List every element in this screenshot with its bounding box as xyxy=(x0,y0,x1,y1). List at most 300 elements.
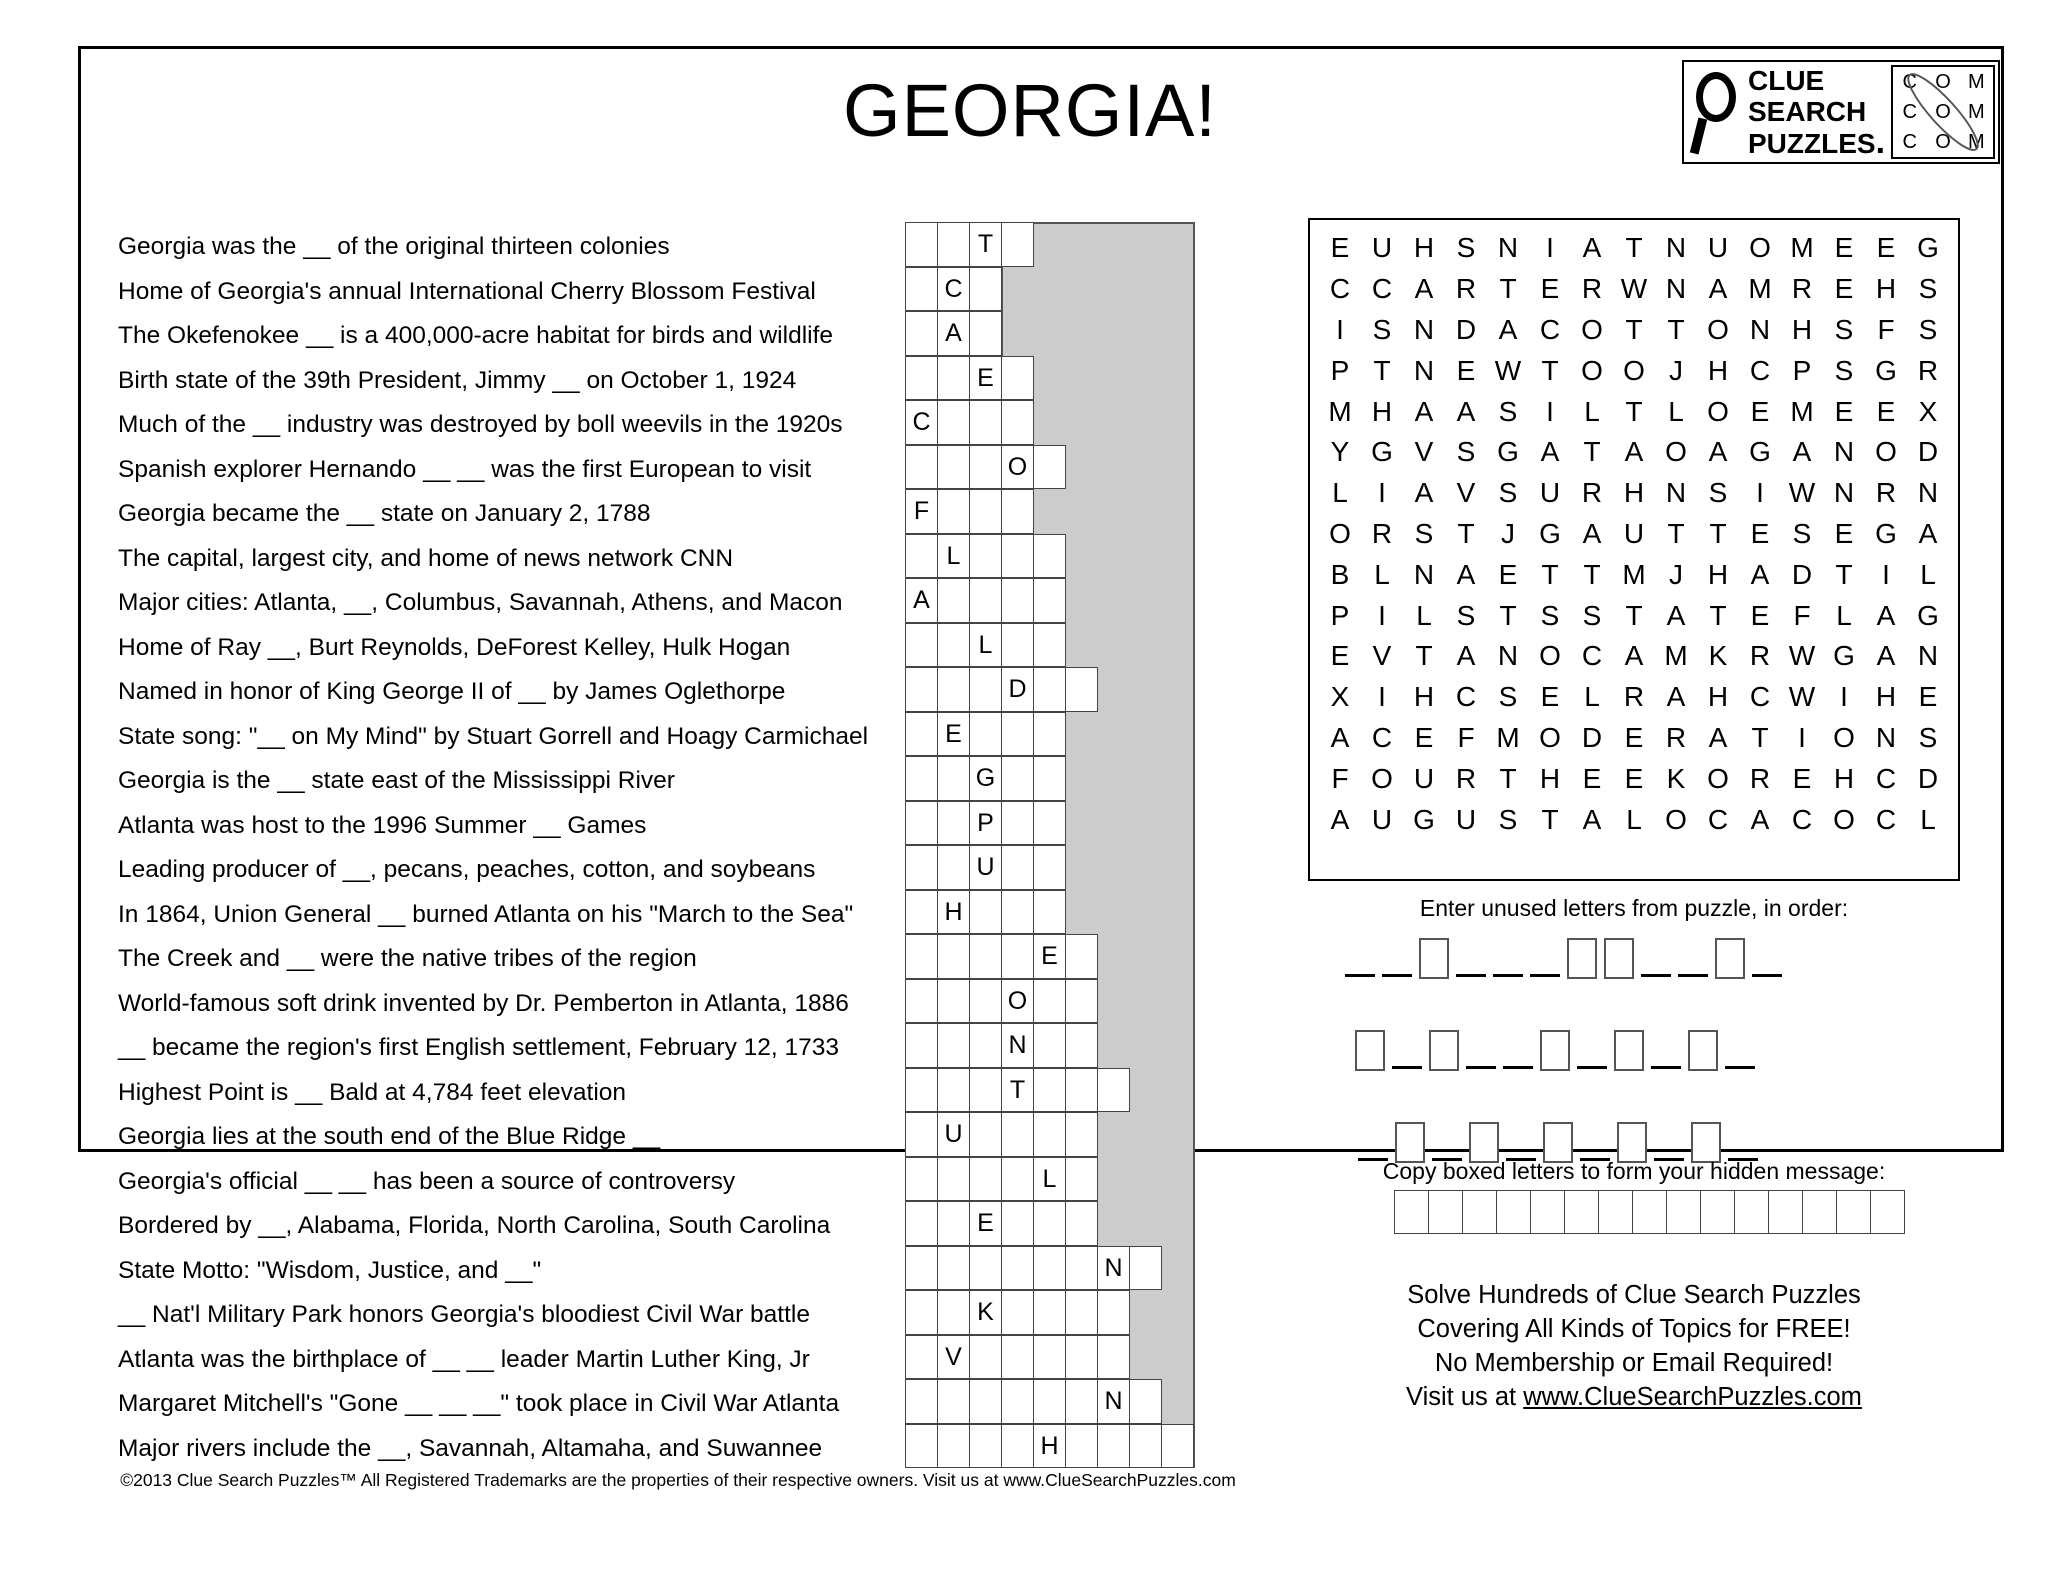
crossword-cell-empty[interactable] xyxy=(937,489,970,534)
word-search-letter[interactable]: W xyxy=(1788,477,1816,509)
word-search-letter[interactable]: H xyxy=(1707,354,1729,386)
crossword-cell-empty[interactable] xyxy=(1001,400,1034,445)
crossword-cell-empty[interactable] xyxy=(1033,1335,1066,1380)
word-search-letter[interactable]: C xyxy=(1749,681,1771,713)
crossword-cell-empty[interactable] xyxy=(905,267,938,312)
word-search-letter[interactable]: R xyxy=(1623,681,1645,713)
word-search-letter[interactable]: N xyxy=(1917,477,1939,509)
word-search-letter[interactable]: C xyxy=(1749,354,1771,386)
word-search-letter[interactable]: M xyxy=(1622,558,1646,590)
crossword-cell-empty[interactable] xyxy=(905,934,938,979)
word-search-letter[interactable]: R xyxy=(1455,273,1477,305)
crossword-cell-empty[interactable] xyxy=(969,1112,1002,1157)
word-search-letter[interactable]: O xyxy=(1707,395,1729,427)
word-search-letter[interactable]: C xyxy=(1791,803,1813,835)
word-search-letter[interactable]: T xyxy=(1457,517,1475,549)
crossword-cell-filled[interactable]: E xyxy=(969,356,1002,401)
word-search-letter[interactable]: O xyxy=(1581,354,1603,386)
crossword-cell-empty[interactable] xyxy=(969,1246,1002,1291)
word-search-letter[interactable]: O xyxy=(1833,721,1855,753)
crossword-cell-filled[interactable]: U xyxy=(969,845,1002,890)
word-search-letter[interactable]: H xyxy=(1791,313,1813,345)
word-search-letter[interactable]: A xyxy=(1708,721,1728,753)
word-search-letter[interactable]: W xyxy=(1620,273,1648,305)
word-search-letter[interactable]: S xyxy=(1498,477,1518,509)
hidden-message-box[interactable] xyxy=(1870,1190,1905,1234)
word-search-letter[interactable]: S xyxy=(1792,517,1812,549)
crossword-cell-empty[interactable] xyxy=(905,801,938,846)
word-search-letter[interactable]: T xyxy=(1625,395,1643,427)
crossword-cell-empty[interactable] xyxy=(969,1335,1002,1380)
crossword-cell-filled[interactable]: H xyxy=(937,890,970,935)
hidden-message-box[interactable] xyxy=(1632,1190,1667,1234)
word-search-letter[interactable]: O xyxy=(1623,354,1645,386)
word-search-letter[interactable]: E xyxy=(1834,273,1854,305)
crossword-cell-filled[interactable]: O xyxy=(1001,445,1034,490)
crossword-cell-filled[interactable]: U xyxy=(937,1112,970,1157)
promo-website-link[interactable]: www.ClueSearchPuzzles.com xyxy=(1523,1383,1862,1411)
crossword-cell-empty[interactable] xyxy=(969,667,1002,712)
word-search-letter[interactable]: A xyxy=(1456,640,1476,672)
hidden-message-box[interactable] xyxy=(1530,1190,1565,1234)
word-search-letter[interactable]: R xyxy=(1917,354,1939,386)
word-search-letter[interactable]: K xyxy=(1666,762,1686,794)
word-search-letter[interactable]: E xyxy=(1582,762,1602,794)
crossword-cell-empty[interactable] xyxy=(969,1379,1002,1424)
crossword-cell-empty[interactable] xyxy=(1033,801,1066,846)
crossword-cell-empty[interactable] xyxy=(1065,1424,1098,1469)
answer-boxed-blank[interactable] xyxy=(1604,938,1634,979)
word-search-letter[interactable]: M xyxy=(1664,640,1688,672)
crossword-cell-empty[interactable] xyxy=(937,578,970,623)
crossword-cell-empty[interactable] xyxy=(1033,445,1066,490)
answer-blank-line[interactable] xyxy=(1752,974,1782,977)
word-search-letter[interactable]: A xyxy=(1666,599,1686,631)
word-search-letter[interactable]: H xyxy=(1875,681,1897,713)
crossword-cell-filled[interactable]: H xyxy=(1033,1424,1066,1469)
hidden-message-box[interactable] xyxy=(1462,1190,1497,1234)
word-search-letter[interactable]: K xyxy=(1708,640,1728,672)
answer-blank-line[interactable] xyxy=(1456,974,1486,977)
word-search-letter[interactable]: S xyxy=(1456,436,1476,468)
word-search-letter[interactable]: A xyxy=(1750,558,1770,590)
word-search-letter[interactable]: O xyxy=(1875,436,1897,468)
word-search-letter[interactable]: N xyxy=(1497,640,1519,672)
word-search-letter[interactable]: E xyxy=(1792,762,1812,794)
crossword-cell-empty[interactable] xyxy=(905,1112,938,1157)
crossword-cell-empty[interactable] xyxy=(1033,623,1066,668)
crossword-cell-empty[interactable] xyxy=(969,1068,1002,1113)
word-search-letter[interactable]: O xyxy=(1707,762,1729,794)
crossword-cell-empty[interactable] xyxy=(969,712,1002,757)
word-search-letter[interactable]: E xyxy=(1330,232,1350,264)
word-search-letter[interactable]: I xyxy=(1882,558,1890,590)
word-search-letter[interactable]: A xyxy=(1624,436,1644,468)
crossword-cell-empty[interactable] xyxy=(1129,1379,1162,1424)
crossword-cell-empty[interactable] xyxy=(937,756,970,801)
crossword-cell-empty[interactable] xyxy=(1001,489,1034,534)
word-search-letter[interactable]: A xyxy=(1414,273,1434,305)
answer-blank-line[interactable] xyxy=(1651,1066,1681,1069)
word-search-letter[interactable]: T xyxy=(1541,558,1559,590)
word-search-letter[interactable]: O xyxy=(1707,313,1729,345)
crossword-cell-empty[interactable] xyxy=(937,1246,970,1291)
word-search-letter[interactable]: L xyxy=(1920,803,1936,835)
word-search-letter[interactable]: R xyxy=(1371,517,1393,549)
crossword-cell-empty[interactable] xyxy=(1065,1246,1098,1291)
word-search-letter[interactable]: T xyxy=(1625,313,1643,345)
crossword-cell-empty[interactable] xyxy=(905,667,938,712)
word-search-letter[interactable]: F xyxy=(1793,599,1811,631)
crossword-cell-empty[interactable] xyxy=(1001,1201,1034,1246)
word-search-letter[interactable]: N xyxy=(1833,477,1855,509)
crossword-cell-empty[interactable] xyxy=(1065,1201,1098,1246)
crossword-cell-empty[interactable] xyxy=(1001,801,1034,846)
crossword-cell-filled[interactable]: T xyxy=(1001,1068,1034,1113)
word-search-letter[interactable]: W xyxy=(1494,354,1522,386)
word-search-letter[interactable]: A xyxy=(1582,803,1602,835)
crossword-cell-empty[interactable] xyxy=(937,1290,970,1335)
word-search-letter[interactable]: I xyxy=(1378,477,1386,509)
word-search-letter[interactable]: T xyxy=(1541,803,1559,835)
crossword-cell-empty[interactable] xyxy=(1065,979,1098,1024)
word-search-letter[interactable]: R xyxy=(1749,762,1771,794)
crossword-cell-filled[interactable]: L xyxy=(937,534,970,579)
word-search-letter[interactable]: I xyxy=(1798,721,1806,753)
word-search-letter[interactable]: I xyxy=(1756,477,1764,509)
crossword-cell-empty[interactable] xyxy=(969,1424,1002,1469)
word-search-letter[interactable]: J xyxy=(1501,517,1515,549)
crossword-cell-empty[interactable] xyxy=(1001,1112,1034,1157)
word-search-letter[interactable]: E xyxy=(1624,721,1644,753)
crossword-cell-empty[interactable] xyxy=(905,1201,938,1246)
answer-blank-line[interactable] xyxy=(1392,1066,1422,1069)
word-search-letter[interactable]: S xyxy=(1498,803,1518,835)
crossword-cell-empty[interactable] xyxy=(905,756,938,801)
crossword-cell-empty[interactable] xyxy=(937,1157,970,1202)
word-search-letter[interactable]: O xyxy=(1581,313,1603,345)
word-search-letter[interactable]: W xyxy=(1788,681,1816,713)
crossword-cell-filled[interactable]: N xyxy=(1001,1023,1034,1068)
word-search-letter[interactable]: T xyxy=(1751,721,1769,753)
word-search-letter[interactable]: N xyxy=(1665,477,1687,509)
word-search-letter[interactable]: R xyxy=(1875,477,1897,509)
answer-blank-line[interactable] xyxy=(1493,974,1523,977)
crossword-cell-empty[interactable] xyxy=(1033,979,1066,1024)
word-search-letter[interactable]: L xyxy=(1584,681,1600,713)
crossword-cell-empty[interactable] xyxy=(1097,1068,1130,1113)
crossword-cell-filled[interactable]: O xyxy=(1001,979,1034,1024)
crossword-cell-filled[interactable]: P xyxy=(969,801,1002,846)
word-search-letter[interactable]: A xyxy=(1414,477,1434,509)
crossword-cell-empty[interactable] xyxy=(937,667,970,712)
word-search-letter[interactable]: T xyxy=(1499,273,1517,305)
crossword-cell-empty[interactable] xyxy=(1001,1335,1034,1380)
word-search-letter[interactable]: T xyxy=(1835,558,1853,590)
crossword-cell-empty[interactable] xyxy=(1001,578,1034,623)
crossword-cell-empty[interactable] xyxy=(1033,890,1066,935)
word-search-letter[interactable]: C xyxy=(1539,313,1561,345)
word-search-letter[interactable]: D xyxy=(1917,436,1939,468)
word-search-letter[interactable]: M xyxy=(1496,721,1520,753)
hidden-message-box[interactable] xyxy=(1394,1190,1429,1234)
word-search-letter[interactable]: U xyxy=(1371,803,1393,835)
word-search-letter[interactable]: N xyxy=(1665,273,1687,305)
word-search-letter[interactable]: U xyxy=(1539,477,1561,509)
crossword-cell-filled[interactable]: T xyxy=(969,222,1002,267)
word-search-letter[interactable]: O xyxy=(1833,803,1855,835)
crossword-cell-empty[interactable] xyxy=(1033,1201,1066,1246)
crossword-cell-filled[interactable]: C xyxy=(905,400,938,445)
unused-letters-row[interactable] xyxy=(1345,938,1782,979)
crossword-cell-filled[interactable]: E xyxy=(1033,934,1066,979)
word-search-letter[interactable]: H xyxy=(1707,558,1729,590)
answer-boxed-blank[interactable] xyxy=(1419,938,1449,979)
word-search-letter[interactable]: T xyxy=(1625,599,1643,631)
hidden-message-box[interactable] xyxy=(1734,1190,1769,1234)
word-search-letter[interactable]: R xyxy=(1665,721,1687,753)
crossword-cell-empty[interactable] xyxy=(969,934,1002,979)
word-search-letter[interactable]: U xyxy=(1707,232,1729,264)
crossword-cell-empty[interactable] xyxy=(1033,1379,1066,1424)
word-search-letter[interactable]: T xyxy=(1499,762,1517,794)
crossword-cell-empty[interactable] xyxy=(1033,1290,1066,1335)
word-search-letter[interactable]: H xyxy=(1833,762,1855,794)
word-search-letter[interactable]: E xyxy=(1918,681,1938,713)
crossword-cell-empty[interactable] xyxy=(969,445,1002,490)
word-search-letter[interactable]: T xyxy=(1583,558,1601,590)
unused-letters-row[interactable] xyxy=(1355,1030,1755,1071)
word-search-letter[interactable]: R xyxy=(1581,477,1603,509)
word-search-letter[interactable]: G xyxy=(1917,232,1939,264)
word-search-letter[interactable]: L xyxy=(1584,395,1600,427)
word-search-letter[interactable]: E xyxy=(1834,395,1854,427)
crossword-cell-filled[interactable]: A xyxy=(937,311,970,356)
word-search-letter[interactable]: M xyxy=(1790,395,1814,427)
crossword-cell-empty[interactable] xyxy=(905,311,938,356)
word-search-letter[interactable]: T xyxy=(1499,599,1517,631)
word-search-letter[interactable]: H xyxy=(1413,681,1435,713)
crossword-cell-empty[interactable] xyxy=(969,311,1002,356)
word-search-letter[interactable]: O xyxy=(1665,436,1687,468)
answer-blank-line[interactable] xyxy=(1503,1066,1533,1069)
hidden-message-box[interactable] xyxy=(1564,1190,1599,1234)
word-search-letter[interactable]: A xyxy=(1624,640,1644,672)
hidden-message-box[interactable] xyxy=(1700,1190,1735,1234)
word-search-letter[interactable]: N xyxy=(1497,232,1519,264)
crossword-cell-empty[interactable] xyxy=(1001,1246,1034,1291)
crossword-cell-empty[interactable] xyxy=(905,1335,938,1380)
answer-boxed-blank[interactable] xyxy=(1567,938,1597,979)
crossword-cell-empty[interactable] xyxy=(1001,222,1034,267)
word-search-letter[interactable]: I xyxy=(1378,599,1386,631)
word-search-letter[interactable]: C xyxy=(1875,803,1897,835)
hidden-message-box[interactable] xyxy=(1802,1190,1837,1234)
word-search-letter[interactable]: S xyxy=(1414,517,1434,549)
crossword-cell-empty[interactable] xyxy=(1001,934,1034,979)
word-search-letter[interactable]: O xyxy=(1329,517,1351,549)
crossword-cell-empty[interactable] xyxy=(937,934,970,979)
answer-boxed-blank[interactable] xyxy=(1429,1030,1459,1071)
crossword-cell-empty[interactable] xyxy=(1065,1379,1098,1424)
crossword-cell-empty[interactable] xyxy=(937,1023,970,1068)
crossword-cell-empty[interactable] xyxy=(1033,756,1066,801)
word-search-letter[interactable]: D xyxy=(1791,558,1813,590)
word-search-letter[interactable]: U xyxy=(1371,232,1393,264)
word-search-letter[interactable]: A xyxy=(1708,436,1728,468)
crossword-cell-empty[interactable] xyxy=(1065,1290,1098,1335)
word-search-letter[interactable]: R xyxy=(1581,273,1603,305)
crossword-cell-empty[interactable] xyxy=(969,400,1002,445)
word-search-letter[interactable]: W xyxy=(1788,640,1816,672)
answer-boxed-blank[interactable] xyxy=(1691,1122,1721,1163)
word-search-letter[interactable]: E xyxy=(1624,762,1644,794)
answer-blank-line[interactable] xyxy=(1345,974,1375,977)
word-search-letter[interactable]: E xyxy=(1834,232,1854,264)
crossword-cell-empty[interactable] xyxy=(905,1379,938,1424)
crossword-cell-filled[interactable]: F xyxy=(905,489,938,534)
word-search-letter[interactable]: R xyxy=(1455,762,1477,794)
word-search-letter[interactable]: X xyxy=(1918,395,1938,427)
word-search-letter[interactable]: L xyxy=(1626,803,1642,835)
crossword-cell-filled[interactable]: C xyxy=(937,267,970,312)
answer-blank-line[interactable] xyxy=(1577,1066,1607,1069)
crossword-cell-empty[interactable] xyxy=(969,267,1002,312)
word-search-letter[interactable]: T xyxy=(1373,354,1391,386)
word-search-letter[interactable]: D xyxy=(1917,762,1939,794)
word-search-letter[interactable]: S xyxy=(1456,599,1476,631)
word-search-letter[interactable]: T xyxy=(1667,517,1685,549)
crossword-cell-empty[interactable] xyxy=(1001,1379,1034,1424)
crossword-cell-empty[interactable] xyxy=(1033,667,1066,712)
word-search-letter[interactable]: N xyxy=(1749,313,1771,345)
crossword-cell-empty[interactable] xyxy=(1097,1290,1130,1335)
hidden-message-boxes[interactable] xyxy=(1394,1190,1904,1234)
word-search-letter[interactable]: A xyxy=(1876,640,1896,672)
word-search-letter[interactable]: T xyxy=(1709,517,1727,549)
word-search-letter[interactable]: S xyxy=(1834,354,1854,386)
crossword-cell-empty[interactable] xyxy=(1001,534,1034,579)
word-search-letter[interactable]: C xyxy=(1581,640,1603,672)
answer-blank-line[interactable] xyxy=(1466,1066,1496,1069)
crossword-cell-empty[interactable] xyxy=(1033,534,1066,579)
word-search-letter[interactable]: A xyxy=(1876,599,1896,631)
word-search-letter[interactable]: C xyxy=(1875,762,1897,794)
word-search-letter[interactable]: I xyxy=(1840,681,1848,713)
word-search-letter[interactable]: G xyxy=(1833,640,1855,672)
word-search-letter[interactable]: V xyxy=(1414,436,1434,468)
crossword-cell-empty[interactable] xyxy=(1065,1157,1098,1202)
crossword-cell-empty[interactable] xyxy=(969,489,1002,534)
crossword-cell-empty[interactable] xyxy=(905,979,938,1024)
crossword-cell-empty[interactable] xyxy=(1001,1290,1034,1335)
crossword-cell-empty[interactable] xyxy=(905,534,938,579)
word-search-letter[interactable]: A xyxy=(1456,558,1476,590)
word-search-letter[interactable]: L xyxy=(1836,599,1852,631)
word-search-letter[interactable]: E xyxy=(1750,599,1770,631)
word-search-letter[interactable]: D xyxy=(1455,313,1477,345)
hidden-message-box[interactable] xyxy=(1836,1190,1871,1234)
crossword-cell-empty[interactable] xyxy=(937,1201,970,1246)
word-search-letter[interactable]: N xyxy=(1413,354,1435,386)
answer-blank-line[interactable] xyxy=(1678,974,1708,977)
crossword-cell-empty[interactable] xyxy=(905,1246,938,1291)
word-search-letter[interactable]: C xyxy=(1329,273,1351,305)
crossword-cell-empty[interactable] xyxy=(937,623,970,668)
crossword-cell-filled[interactable]: N xyxy=(1097,1379,1130,1424)
crossword-cell-empty[interactable] xyxy=(1001,1157,1034,1202)
word-search-letter[interactable]: N xyxy=(1413,558,1435,590)
word-search-letter[interactable]: S xyxy=(1918,273,1938,305)
word-search-letter[interactable]: G xyxy=(1875,354,1897,386)
unused-letters-row[interactable] xyxy=(1358,1122,1758,1163)
crossword-cell-empty[interactable] xyxy=(937,1424,970,1469)
answer-boxed-blank[interactable] xyxy=(1540,1030,1570,1071)
word-search-letter[interactable]: O xyxy=(1539,721,1561,753)
word-search-letter[interactable]: E xyxy=(1876,395,1896,427)
word-search-letter[interactable]: C xyxy=(1455,681,1477,713)
word-search-letter[interactable]: G xyxy=(1497,436,1519,468)
word-search-letter[interactable]: G xyxy=(1539,517,1561,549)
crossword-cell-empty[interactable] xyxy=(1033,712,1066,757)
word-search-letter[interactable]: A xyxy=(1456,395,1476,427)
word-search-letter[interactable]: H xyxy=(1707,681,1729,713)
word-search-letter[interactable]: N xyxy=(1875,721,1897,753)
word-search-letter[interactable]: J xyxy=(1669,354,1683,386)
crossword-cell-empty[interactable] xyxy=(1033,845,1066,890)
crossword-cell-empty[interactable] xyxy=(1001,845,1034,890)
word-search-letter[interactable]: E xyxy=(1540,681,1560,713)
answer-boxed-blank[interactable] xyxy=(1617,1122,1647,1163)
word-search-letter[interactable]: G xyxy=(1749,436,1771,468)
word-search-letter[interactable]: E xyxy=(1540,273,1560,305)
word-search-letter[interactable]: L xyxy=(1332,477,1348,509)
word-search-letter[interactable]: D xyxy=(1581,721,1603,753)
word-search-letter[interactable]: G xyxy=(1917,599,1939,631)
answer-boxed-blank[interactable] xyxy=(1543,1122,1573,1163)
crossword-cell-empty[interactable] xyxy=(937,400,970,445)
word-search-letter[interactable]: E xyxy=(1750,517,1770,549)
word-search-letter[interactable]: L xyxy=(1920,558,1936,590)
word-search-letter[interactable]: H xyxy=(1413,232,1435,264)
word-search-letter[interactable]: M xyxy=(1790,232,1814,264)
crossword-cell-empty[interactable] xyxy=(1001,1424,1034,1469)
word-search-letter[interactable]: A xyxy=(1750,803,1770,835)
word-search-letter[interactable]: S xyxy=(1834,313,1854,345)
word-search-letter[interactable]: A xyxy=(1582,517,1602,549)
crossword-cell-empty[interactable] xyxy=(905,222,938,267)
word-search-letter[interactable]: E xyxy=(1750,395,1770,427)
word-search-letter[interactable]: H xyxy=(1623,477,1645,509)
word-search-letter[interactable]: I xyxy=(1546,232,1554,264)
crossword-cell-empty[interactable] xyxy=(1001,756,1034,801)
crossword-cell-filled[interactable]: V xyxy=(937,1335,970,1380)
crossword-cell-empty[interactable] xyxy=(905,1023,938,1068)
word-search-letter[interactable]: I xyxy=(1378,681,1386,713)
word-search-letter[interactable]: S xyxy=(1456,232,1476,264)
word-search-letter[interactable]: T xyxy=(1415,640,1433,672)
word-search-letter[interactable]: A xyxy=(1414,395,1434,427)
word-search-letter[interactable]: H xyxy=(1539,762,1561,794)
crossword-cell-empty[interactable] xyxy=(969,578,1002,623)
crossword-cell-empty[interactable] xyxy=(1001,623,1034,668)
crossword-cell-empty[interactable] xyxy=(937,445,970,490)
crossword-cell-empty[interactable] xyxy=(1065,667,1098,712)
word-search-letter[interactable]: S xyxy=(1582,599,1602,631)
word-search-letter[interactable]: S xyxy=(1918,313,1938,345)
crossword-cell-empty[interactable] xyxy=(1065,1023,1098,1068)
word-search-letter[interactable]: O xyxy=(1539,640,1561,672)
